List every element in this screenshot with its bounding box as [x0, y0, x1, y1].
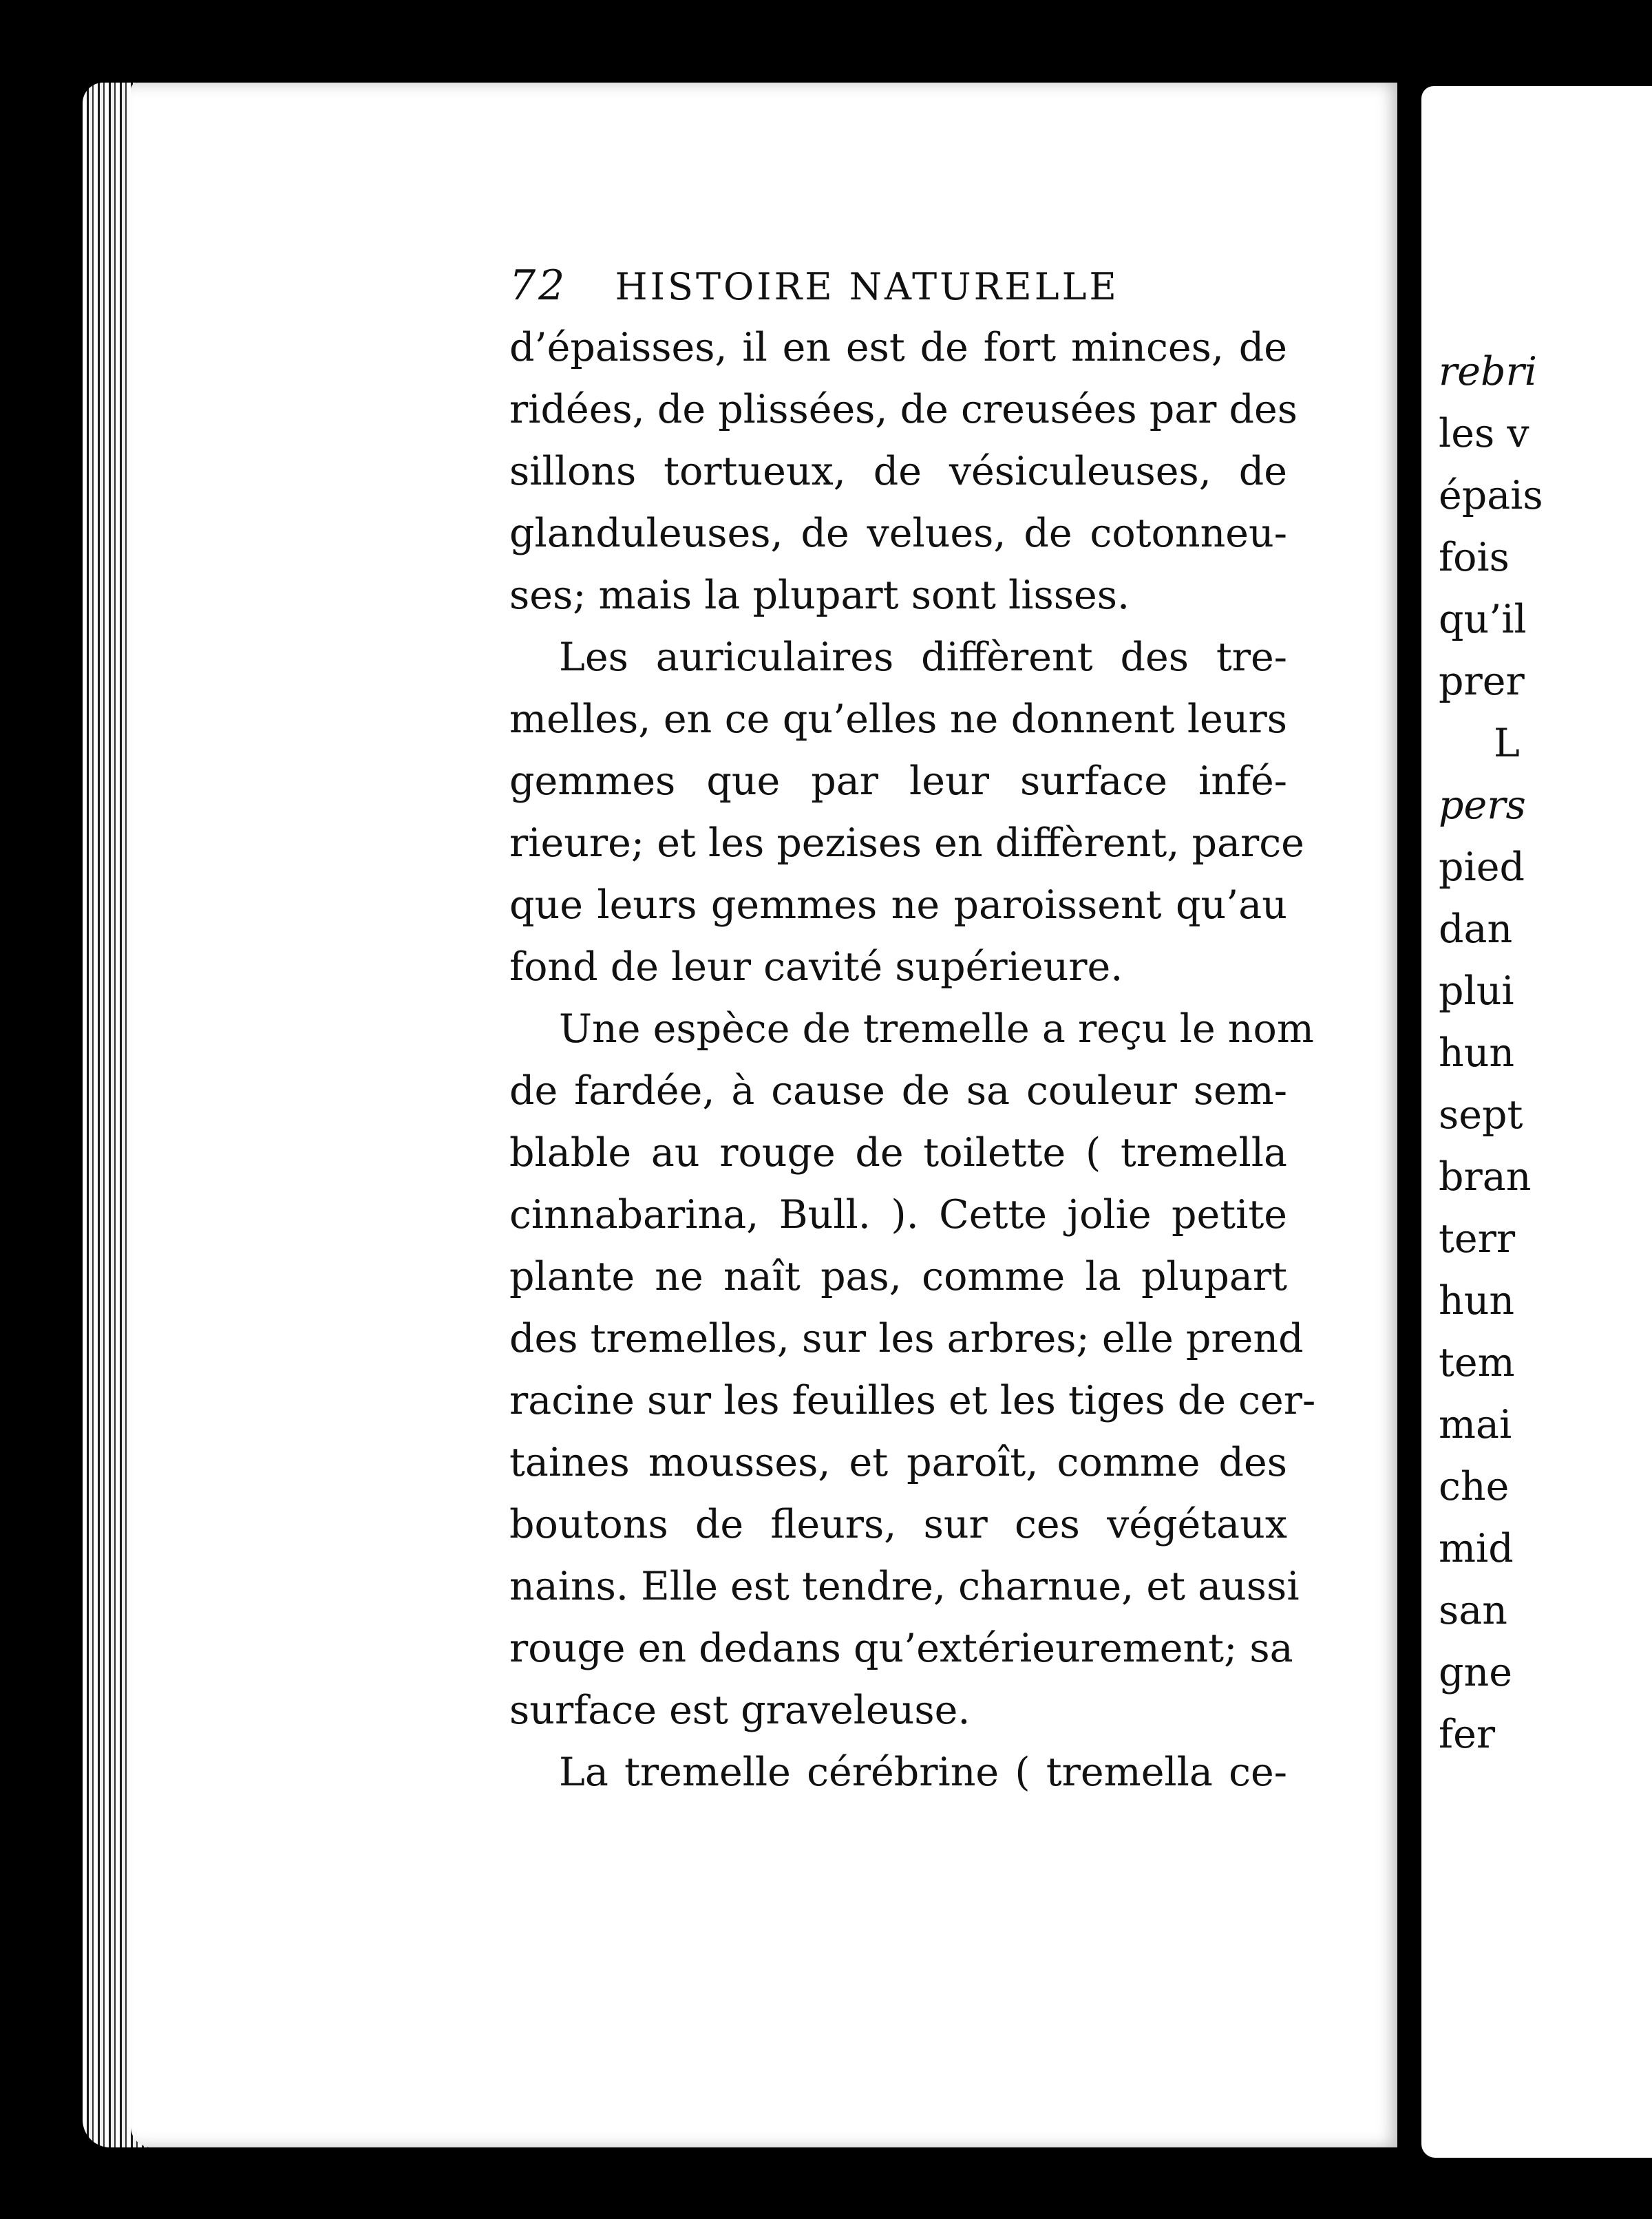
text-fragment: rebri [1439, 349, 1537, 394]
text-fragment: sept [1439, 1092, 1523, 1138]
text-fragment: hun [1439, 1030, 1515, 1076]
left-page-text [509, 317, 1316, 1803]
text-line: ridées, de plissées, de creusées par des [509, 387, 1298, 432]
text-line: boutons de fleurs, sur ces végétaux [509, 1502, 1287, 1547]
running-title: HISTOIRE NATURELLE [615, 265, 1119, 308]
text-fragment: qu’il [1439, 597, 1527, 642]
text-line: taines mousses, et paroît, comme des [509, 1440, 1287, 1485]
text-fragment: bran [1439, 1154, 1532, 1200]
page-number: 72 [509, 262, 568, 310]
text-line: glanduleuses, de velues, de cotonneu- [509, 511, 1287, 556]
text-line: blable au rouge de toilette ( tremella [509, 1130, 1287, 1176]
text-fragment: san [1439, 1588, 1507, 1633]
text-fragment: prer [1439, 659, 1525, 704]
running-header [509, 262, 1119, 310]
text-fragment: dan [1439, 906, 1513, 952]
text-line: fond de leur cavité supérieure. [509, 944, 1123, 990]
text-fragment: tem [1439, 1340, 1515, 1385]
text-line: gemmes que par leur surface infé- [509, 758, 1287, 804]
text-line: La tremelle cérébrine ( tremella ce- [559, 1750, 1287, 1795]
text-line: nains. Elle est tendre, charnue, et aussi [509, 1564, 1300, 1609]
text-line: rieure; et les pezises en diffèrent, parce [509, 820, 1304, 866]
text-line: rouge en dedans qu’extérieurement; sa [509, 1626, 1293, 1671]
text-fragment: plui [1439, 968, 1514, 1014]
text-fragment: L [1494, 721, 1520, 766]
text-fragment: gne [1439, 1650, 1512, 1695]
text-line: de fardée, à cause de sa couleur sem- [509, 1068, 1287, 1114]
text-line: Une espèce de tremelle a reçu le nom [559, 1006, 1314, 1052]
text-line: ses; mais la plupart sont lisses. [509, 573, 1130, 618]
text-fragment: épais [1439, 473, 1543, 518]
text-fragment: fer [1439, 1712, 1496, 1757]
text-fragment: pied [1439, 845, 1525, 890]
text-fragment: hun [1439, 1278, 1515, 1324]
text-fragment: les v [1439, 411, 1529, 456]
text-fragment: mai [1439, 1402, 1512, 1447]
text-fragment: terr [1439, 1216, 1516, 1262]
text-line: plante ne naît pas, comme la plupart [509, 1254, 1287, 1299]
text-line: melles, en ce qu’elles ne donnent leurs [509, 697, 1287, 742]
text-fragment: che [1439, 1464, 1510, 1509]
text-line: d’épaisses, il en est de fort minces, de [509, 325, 1287, 370]
text-line: sillons tortueux, de vésiculeuses, de [509, 449, 1287, 494]
right-page-text [1439, 341, 1652, 1765]
text-line: cinnabarina, Bull. ). Cette jolie petite [509, 1192, 1287, 1238]
text-line: que leurs gemmes ne paroissent qu’au [509, 882, 1287, 928]
book-gutter [1397, 69, 1425, 2175]
text-fragment: fois [1439, 535, 1510, 580]
text-fragment: mid [1439, 1526, 1514, 1571]
text-line: Les auriculaires diffèrent des tre- [559, 635, 1287, 680]
text-line: des tremelles, sur les arbres; elle prend [509, 1316, 1304, 1361]
text-fragment: pers [1439, 783, 1526, 828]
text-line: surface est graveleuse. [509, 1688, 971, 1733]
text-line: racine sur les feuilles et les tiges de cer- [509, 1378, 1316, 1423]
